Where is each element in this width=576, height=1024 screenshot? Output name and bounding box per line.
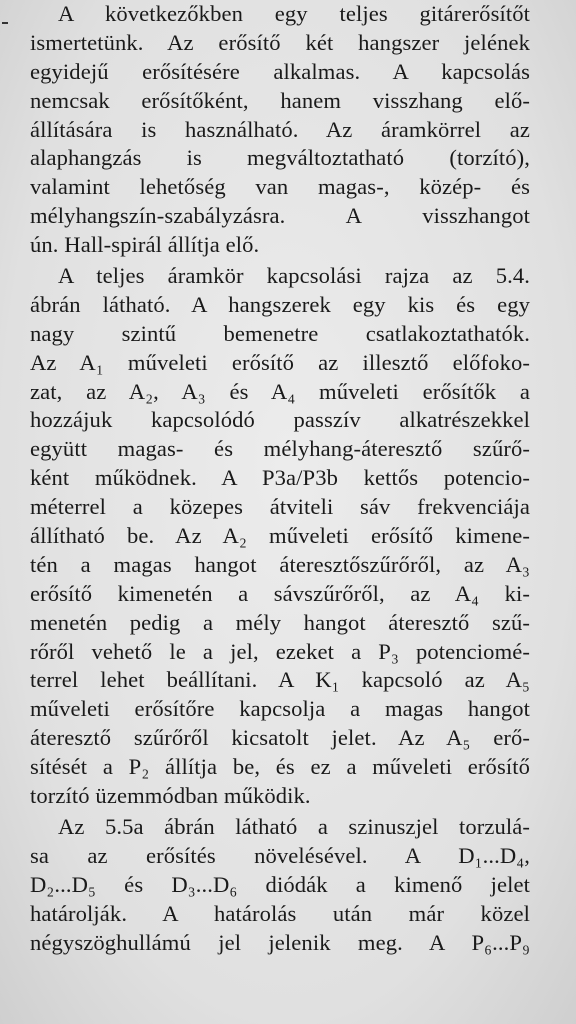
text-column	[30, 0, 530, 957]
text-line: zat, az A₂, A₃ és A₄ műveleti erősítők a	[30, 378, 530, 404]
text-line: D₂...D₅ és D₃...D₆ diódák a kimenő jelet	[30, 871, 530, 897]
text-line: nemcsak erősítőként, hanem visszhang elő-	[30, 87, 530, 113]
text-line: torzító üzemmódban működik.	[30, 783, 311, 809]
text-line: sa az erősítés növelésével. A D₁...D₄,	[30, 842, 530, 868]
text-line: egyidejű erősítésére alkalmas. A kapcsolás	[30, 58, 530, 84]
text-line: terrel lehet beállítani. A K₁ kapcsoló az A₅	[30, 667, 530, 693]
paragraph	[30, 0, 530, 260]
text-line: hozzájuk kapcsolódó passzív alkatrészekkel	[30, 407, 530, 433]
text-line: nagy szintű bemenetre csatlakoztathatók.	[30, 320, 530, 346]
text-line: áteresztő szűrőről kicsatolt jelet. Az A₅ erő-	[30, 725, 530, 751]
text-line: együtt magas- és mélyhang-áteresztő szűrő-	[30, 436, 530, 462]
text-line: állítható be. Az A₂ műveleti erősítő kimene-	[30, 523, 530, 549]
text-line: sítését a P₂ állítja be, és ez a műveleti erősítő	[30, 754, 530, 780]
paragraph	[30, 813, 530, 957]
text-line: A következőkben egy teljes gitárerősítőt	[58, 1, 530, 26]
text-line: Az 5.5a ábrán látható a szinuszjel torzulá-	[58, 813, 530, 839]
text-line: ábrán látható. A hangszerek egy kis és egy	[30, 291, 530, 317]
text-line: rőről vehető le a jel, ezeket a P₃ potenciomé-	[30, 638, 530, 664]
text-line: mélyhangszín-szabályzásra. A visszhangot	[30, 203, 530, 229]
text-line: Az A₁ műveleti erősítő az illesztő előfoko-	[30, 349, 530, 375]
text-line: tén a magas hangot áteresztőszűrőről, az A₃	[30, 551, 530, 577]
text-line: határolják. A határolás után már közel	[30, 900, 530, 926]
text-line: méterrel a közepes átviteli sáv frekvenciája	[30, 494, 530, 520]
text-line: ún. Hall-spirál állítja elő.	[30, 232, 260, 258]
text-line: erősítő kimenetén a sávszűrőről, az A₄ ki-	[30, 580, 530, 606]
text-line: négyszöghullámú jel jelenik meg. A P₆...P₉	[30, 929, 530, 955]
text-line: műveleti erősítőre kapcsolja a magas hangot	[30, 696, 530, 722]
page-edge-mark	[2, 22, 8, 24]
text-line: valamint lehetőség van magas-, közép- és	[30, 174, 530, 200]
text-line: A teljes áramkör kapcsolási rajza az 5.4.	[58, 263, 530, 289]
text-line: menetén pedig a mély hangot áteresztő szű-	[30, 609, 530, 635]
text-line: ismertetünk. Az erősítő két hangszer jelének	[30, 29, 530, 55]
text-line: állítására is használható. Az áramkörrel az	[30, 116, 530, 142]
paragraph	[30, 262, 530, 811]
text-line: alaphangzás is megváltoztatható (torzító),	[30, 145, 530, 171]
text-line: ként működnek. A P3a/P3b kettős potencio-	[30, 465, 530, 491]
